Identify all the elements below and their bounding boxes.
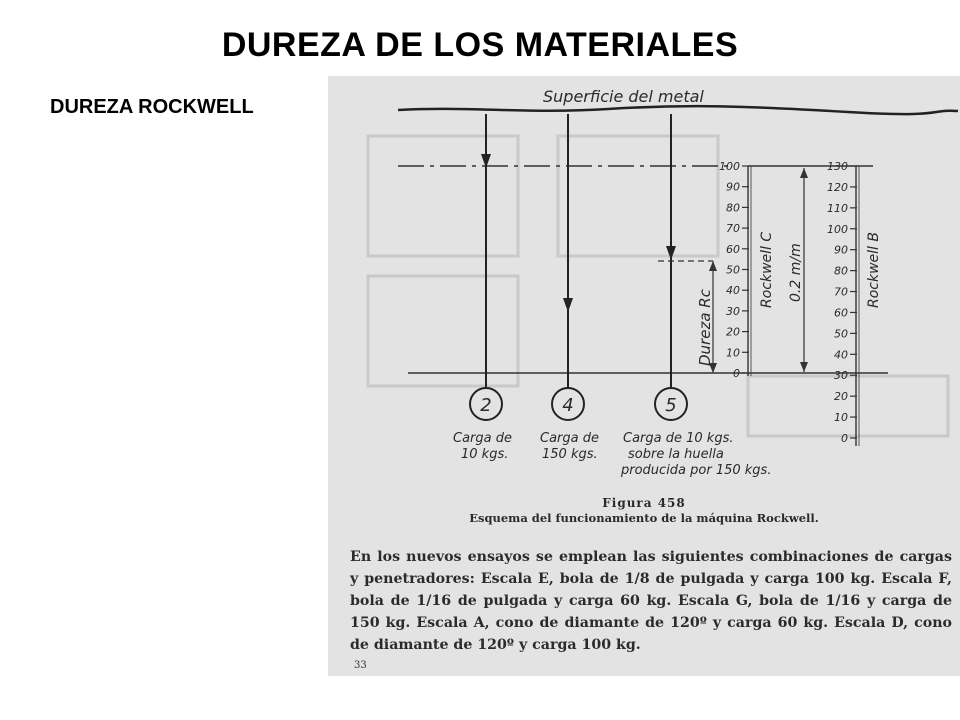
figure-number: Figura 458 [602, 496, 686, 510]
scale-tick-label: 20 [726, 325, 740, 339]
scale-tick-label: 90 [726, 180, 740, 194]
hardness-label: Dureza Rc [696, 289, 714, 366]
scale-tick-label: 0 [733, 367, 740, 380]
step-label: sobre la huella [628, 447, 724, 462]
scanned-page [328, 76, 960, 676]
scale-tick-label: 70 [834, 285, 848, 299]
body-paragraph: En los nuevos ensayos se emplean las siguientes combinaciones de cargas y penetradores: Escala E, bola de 1/8 de pulgada y carga 100 kg. Escala F, bola de 1/16 de pulgada y carga 60 kg. Escala G, bola de 1/16 y carga de 150 kg. Escala A, cono de diamante de 120º y carga 60 kg. Escala D, cono de diamante de 120º y carga 100 kg. [350, 549, 952, 653]
step-number: 4 [562, 395, 574, 416]
step-label: Carga de [540, 431, 599, 446]
metal-surface-line [398, 106, 958, 114]
scale-tick-label: 60 [726, 242, 740, 256]
scale-tick-label: 100 [827, 222, 848, 236]
scale-tick-label: 60 [834, 306, 848, 320]
arrow-down-icon [666, 246, 676, 260]
step-number: 2 [480, 395, 492, 416]
step-label: Carga de 10 kgs. [623, 431, 734, 446]
scale-tick-label: 70 [726, 222, 740, 236]
scale-tick-label: 130 [827, 160, 848, 173]
scale-tick-label: 100 [719, 160, 740, 173]
scale-c-label: Rockwell C [759, 231, 775, 308]
slide-title: DUREZA DE LOS MATERIALES [221, 26, 739, 64]
scale-tick-label: 0 [841, 432, 848, 445]
step-label: 10 kgs. [461, 447, 509, 462]
scale-b-ticks [827, 160, 857, 445]
step-label: Carga de [453, 431, 512, 446]
page-number: 33 [354, 660, 367, 671]
scale-tick-label: 40 [726, 284, 740, 298]
scale-tick-label: 20 [834, 390, 848, 404]
figure-caption [328, 496, 960, 526]
slide-subtitle: DUREZA ROCKWELL [50, 96, 254, 118]
arrow-up-icon [709, 261, 717, 271]
scale-tick-label: 40 [834, 348, 848, 362]
scale-tick-label: 80 [834, 264, 848, 278]
step-label: 150 kgs. [542, 447, 598, 462]
scale-tick-label: 30 [834, 369, 848, 383]
arrow-down-icon [800, 362, 808, 372]
step-number: 5 [665, 395, 677, 416]
arrow-up-icon [800, 168, 808, 178]
figure-description: Esquema del funcionamiento de la máquina Rockwell. [469, 511, 819, 525]
depth-label: 0.2 m/m [788, 243, 804, 302]
scale-tick-label: 110 [827, 201, 848, 215]
surface-label: Superficie del metal [543, 87, 704, 106]
scale-tick-label: 50 [834, 327, 848, 341]
scale-tick-label: 30 [726, 304, 740, 318]
step-4 [540, 388, 599, 462]
scale-tick-label: 80 [726, 201, 740, 215]
scale-tick-label: 90 [834, 243, 848, 257]
scale-tick-label: 50 [726, 263, 740, 277]
rockwell-diagram [328, 76, 960, 496]
arrow-down-icon [563, 298, 573, 312]
scale-c-ticks [719, 160, 749, 380]
scale-b-label: Rockwell B [866, 232, 882, 308]
scan-bleed-shapes [368, 136, 948, 436]
rockwell-c-scale [748, 166, 751, 376]
scale-tick-label: 10 [834, 411, 848, 425]
scale-tick-label: 10 [726, 346, 740, 360]
step-label: producida por 150 kgs. [621, 463, 772, 478]
scale-tick-label: 120 [827, 180, 848, 194]
step-2 [453, 388, 512, 462]
